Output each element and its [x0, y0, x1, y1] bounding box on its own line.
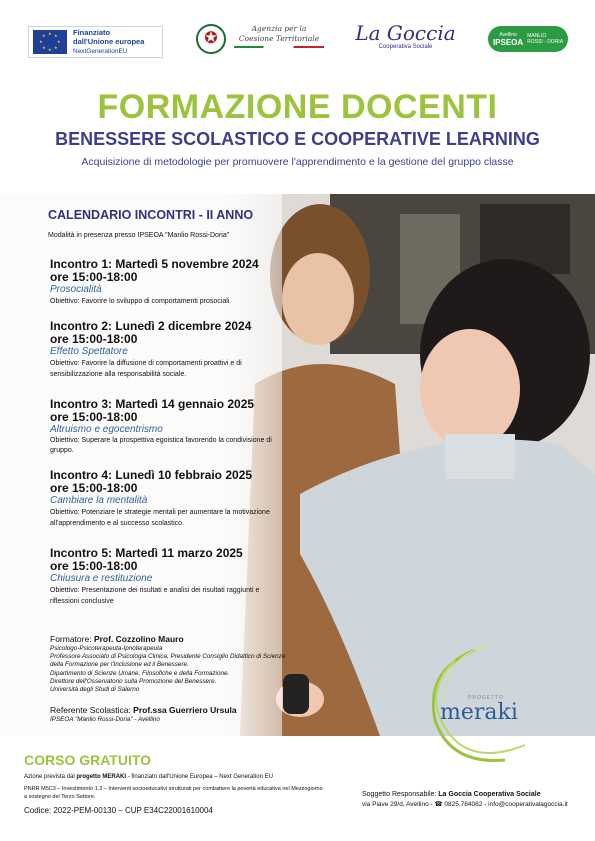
footer-address: via Piave 29/d, Avellino - ☎ 0825.784082 - info@cooperativalagoccia.it	[362, 801, 568, 808]
agency-line2: Coesione Territoriale	[238, 34, 320, 43]
ipseoa-name2: ROSSI - DORIA	[527, 39, 564, 45]
meeting-heading: Incontro 4: Lunedì 10 febbraio 2025	[50, 468, 253, 482]
eu-logo-text	[73, 28, 144, 56]
la-goccia-name: La Goccia	[355, 21, 456, 45]
footer-action	[24, 773, 354, 781]
meeting-time: ore 15:00-18:00	[50, 559, 138, 573]
calendar-mode: Modalità in presenza presso IPSEOA "Manlio Rossi-Doria"	[48, 232, 230, 239]
eu-line2: dall'Unione europea	[73, 37, 145, 46]
meeting-topic: Prosocialità	[50, 284, 102, 295]
azione-suffix: - finanziato dall'Unione Europea – Next Generation EU	[126, 774, 273, 780]
trainer-name: Prof. Cozzolino Mauro	[93, 634, 184, 644]
eu-flag-icon: ★ ★ ★ ★ ★ ★ ★ ★	[33, 30, 67, 54]
eu-line1: Finanziato	[73, 28, 111, 37]
trainer-line4: Direttore dell'Osservatorio sulla Promozione del Benessere.	[50, 677, 217, 685]
trainer-line1: Psicologo-Psicoterapeuta-Ipnoterapeuta	[50, 645, 163, 652]
la-goccia-sub: Cooperativa Sociale	[378, 44, 433, 50]
referente-label: Referente Scolastica:	[50, 705, 134, 715]
eu-funding-logo	[28, 26, 163, 58]
free-course-label: CORSO GRATUITO	[24, 752, 152, 768]
agency-line1: Agenzia per la	[251, 24, 307, 33]
trainer-line2: Professore Associato di Psicologia Clinica, Presidente Consiglio Didattico di Scienze della Formazione per l'Inclusione ed il Benessere.	[50, 653, 286, 669]
meeting-heading: Incontro 3: Martedì 14 gennaio 2025	[50, 397, 255, 411]
agency-coesione-logo	[234, 24, 324, 48]
ipseoa-city: Avellino	[499, 31, 517, 38]
meeting-objective: Obiettivo: Superare la prospettiva egoistica favorendo la condivisione di gruppo.	[50, 437, 272, 454]
meeting-heading: Incontro 5: Martedì 11 marzo 2025	[50, 546, 243, 560]
calendar-title: CALENDARIO INCONTRI - II ANNO	[48, 208, 254, 222]
referente-block	[50, 705, 290, 724]
footer-responsible	[362, 790, 572, 799]
referente-line1: IPSEOA "Manlio Rossi-Doria" - Avellino	[50, 716, 160, 723]
meeting-objective: Obiettivo: Favorire la diffusione di comportamenti proattivi e di sensibilizzazione alla responsabilità sociale.	[50, 360, 242, 378]
meraki-pre: PROGETTO	[468, 695, 504, 701]
eu-line3: NextGenerationEU	[73, 48, 128, 55]
trainer-label: Formatore:	[50, 634, 94, 644]
azione-prefix: Azione prevista dal	[24, 774, 77, 780]
meeting-topic: Effetto Spettatore	[50, 346, 128, 357]
meeting-topic: Altruismo e egocentrismo	[50, 424, 163, 435]
ipseoa-name1: MANLIO	[527, 33, 547, 39]
page-title: FORMAZIONE DOCENTI	[97, 88, 498, 126]
meeting-heading: Incontro 2: Lunedì 2 dicembre 2024	[50, 319, 252, 333]
ipseoa-logo	[488, 26, 568, 52]
referente-name: Prof.ssa Guerriero Ursula	[133, 705, 237, 715]
footer-codice: Codice: 2022-PEM-00130 – CUP E34C22001610004	[24, 806, 213, 815]
meeting-objective: Obiettivo: Favorire lo sviluppo di comportamenti prosociali.	[50, 298, 232, 305]
meeting-5	[50, 547, 280, 607]
page-subtitle: BENESSERE SCOLASTICO E COOPERATIVE LEARNING	[55, 129, 540, 149]
meeting-4	[50, 469, 280, 529]
meeting-time: ore 15:00-18:00	[50, 481, 138, 495]
meeting-objective: Obiettivo: Potenziare le strategie mentali per aumentare la motivazione all'apprendimento e al successo scolastico.	[50, 509, 270, 527]
ipseoa-main: IPSEOA	[492, 37, 524, 47]
meeting-1	[50, 258, 280, 307]
footer-pnrr: PNRR M5C3 – Investimento 1.3 – Interventi socioeducativi strutturati per combattere la povertà educativa nel Mezzogiorno a sostegno del Terzo Settore.	[24, 786, 323, 800]
page-tagline: Acquisizione di metodologie per promuovere l'apprendimento e la gestione del gruppo classe	[81, 156, 514, 168]
meeting-topic: Cambiare la mentalità	[50, 495, 148, 506]
azione-bold: progetto MERAKI	[76, 774, 127, 780]
italian-flag-stripe	[234, 46, 324, 48]
italian-republic-emblem-icon: ✪	[196, 24, 226, 54]
meeting-objective: Obiettivo: Presentazione dei risultati e analisi dei risultati raggiunti e riflessioni conclusive	[50, 587, 260, 605]
meeting-3	[50, 398, 280, 456]
resp-label: Soggetto Responsabile:	[362, 791, 439, 798]
meeting-topic: Chiusura e restituzione	[50, 573, 153, 584]
meeting-2	[50, 320, 280, 380]
la-goccia-logo	[353, 22, 458, 56]
trainer-line3: Dipartimento di Scienze Umane, Filosofiche e della Formazione.	[50, 669, 230, 677]
meeting-time: ore 15:00-18:00	[50, 332, 138, 346]
resp-name: La Goccia Cooperativa Sociale	[438, 791, 541, 798]
meeting-time: ore 15:00-18:00	[50, 410, 138, 424]
trainer-block	[50, 634, 290, 694]
meeting-heading: Incontro 1: Martedì 5 novembre 2024	[50, 257, 259, 271]
meraki-name: meraki	[440, 700, 518, 725]
trainer-line5: Università degli Studi di Salerno	[50, 686, 140, 694]
meeting-time: ore 15:00-18:00	[50, 270, 138, 284]
